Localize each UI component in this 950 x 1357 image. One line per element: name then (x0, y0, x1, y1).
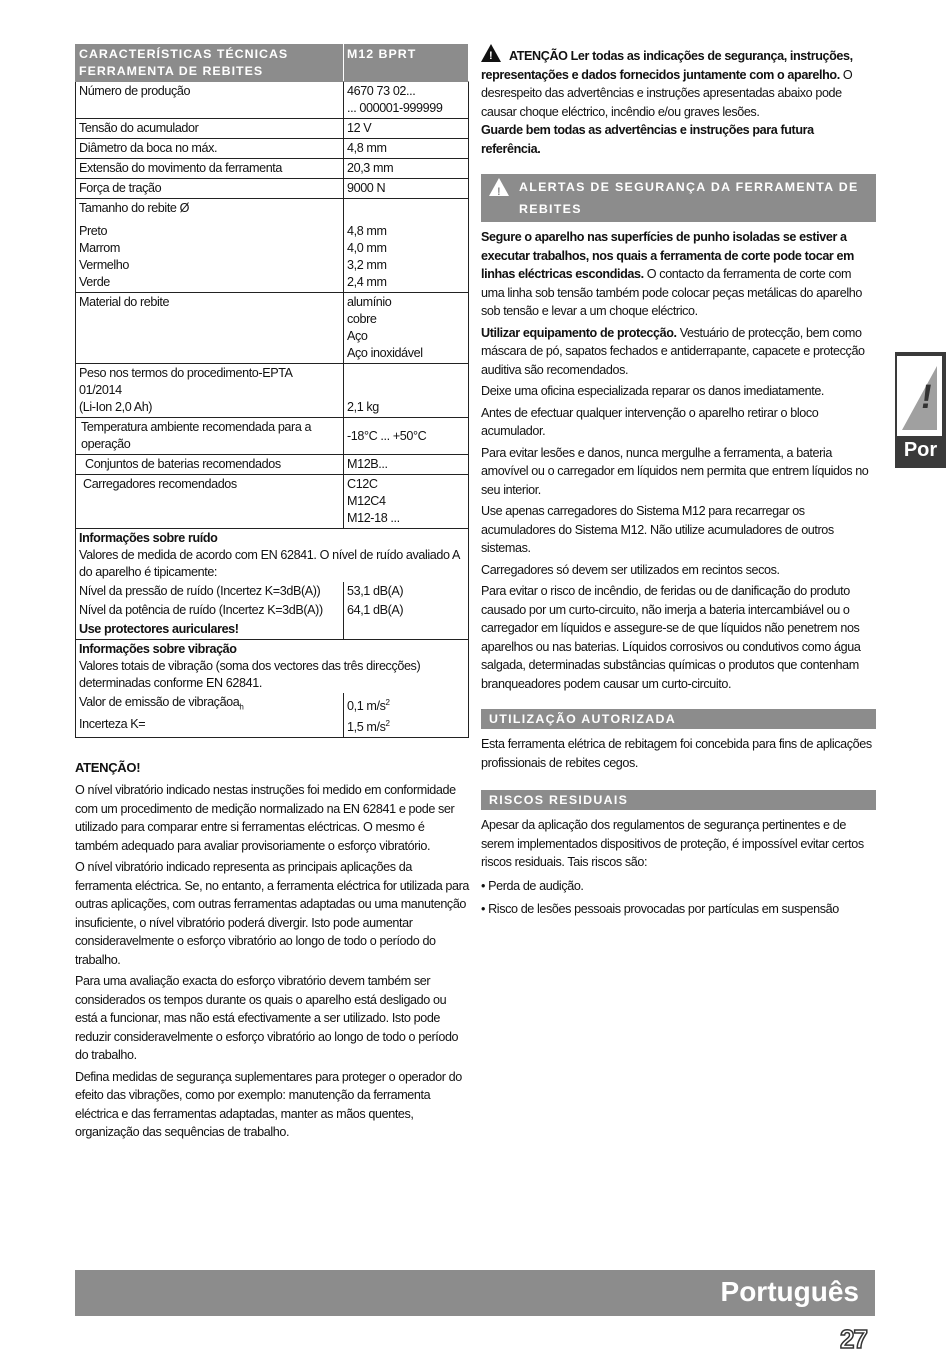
section-header-safety (481, 174, 876, 222)
vibration-uncertainty-value (347, 715, 465, 736)
warning-normal-text: O desrespeito das advertências e instruções apresentadas abaixo pode causar choque eléctrico, incêndio e/ou graves lesões. (481, 67, 853, 119)
rivet-material-values (344, 293, 469, 364)
weight-value (344, 364, 469, 418)
rivet-size-value: 2,4 mm (347, 275, 387, 289)
battery-value: M12B... (344, 455, 469, 475)
warning-bold-text: ATENÇÃO Ler todas as indicações de segurança, instruções, representações e dados fornecidos juntamente com o aparelho. (481, 49, 853, 82)
chargers-label: Carregadores recomendados (76, 475, 344, 529)
risk-bullet: • Risco de lesões pessoais provocadas por partículas em suspensão (481, 902, 839, 916)
superscript: 2 (385, 698, 390, 707)
vibration-emission-label (79, 694, 340, 716)
noise-power-label: Nível da potência de ruído (Incertez K=3dB(A)) (76, 601, 344, 620)
rivet-color: Marrom (79, 241, 120, 255)
section-header-risks: RISCOS RESIDUAIS (481, 790, 876, 810)
section-header-use: UTILIZAÇÃO AUTORIZADA (481, 709, 876, 729)
vibration-labels (76, 693, 344, 738)
weight-value-text: 2,1 kg (347, 400, 379, 414)
charger: M12-18 ... (347, 511, 400, 525)
risk-bullet: • Perda de audição. (481, 878, 584, 893)
temp-label: Temperatura ambiente recomendada para a operação (76, 418, 344, 455)
vibration-values (344, 693, 469, 738)
spec-value: 20,3 mm (344, 159, 469, 179)
warning-icon: ! (897, 356, 942, 436)
right-column (481, 44, 876, 924)
vibration-emission-value-text: 0,1 m/s (347, 699, 386, 714)
vibration-uncertainty-value-text: 1,5 m/s (347, 720, 386, 735)
rivet-material: Aço (347, 329, 368, 343)
rivet-color: Preto (79, 224, 108, 238)
spec-label: Extensão do movimento da ferramenta (76, 159, 344, 179)
rivet-color: Vermelho (79, 258, 130, 272)
temp-value: -18°C ... +50°C (344, 418, 469, 455)
safety-paragraph (481, 228, 876, 321)
rivet-material: Aço inoxidável (347, 346, 423, 360)
noise-title: Informações sobre ruído (79, 531, 218, 545)
rivet-size-values (344, 199, 469, 293)
spec-label: Força de tração (76, 179, 344, 199)
chargers-values (344, 475, 469, 529)
protection-normal-text: Vestuário de protecção, bem como máscara de pó, sapatos fechados e antiderrapante, capacete e protecção auditiva são recomendados. (481, 325, 865, 377)
spec-header-left: CARACTERÍSTICAS TÉCNICAS FERRAMENTA DE REBITES (76, 45, 344, 82)
paragraph: Defina medidas de segurança suplementares para proteger o operador do efeito das vibrações, como por exemplo: manutenção da ferramenta eléctrica e das ferramentas adaptadas, manter as mãos quentes, organização das sequências de trabalho. (75, 1069, 462, 1140)
weight-label-line: 01/2014 (79, 383, 122, 397)
side-tab-label: Por (903, 439, 938, 461)
paragraph: Use apenas carregadores do Sistema M12 para recarregar os acumuladores do Sistema M12. Não utilize acumuladores de outros sistemas. (481, 504, 834, 555)
weight-label-line: Peso nos termos do procedimento-EPTA (79, 366, 293, 380)
protection-bold-text: Utilizar equipamento de protecção. (481, 325, 677, 340)
vibration-emission-label-text: Valor de emissão de vibraçãoa (79, 695, 240, 709)
ear-protection: Use protectores auriculares! (76, 620, 344, 640)
atencao-title: ATENÇÃO! (75, 760, 141, 776)
rivet-material-label: Material do rebite (76, 293, 344, 364)
noise-section-header (76, 529, 469, 583)
rivet-material: alumínio (347, 295, 392, 309)
weight-label-line: (Li-Ion 2,0 Ah) (79, 400, 153, 414)
vibration-section-header (76, 640, 469, 694)
page-number: 27 (840, 1324, 867, 1354)
paragraph: Para evitar lesões e danos, nunca mergulhe a ferramenta, a bateria amovível ou o carregador em líquidos nem permita que entrem líquidos no seu interior. (481, 445, 869, 497)
paragraph: Carregadores só devem ser utilizados em recintos secos. (481, 562, 780, 577)
spec-value: 4,8 mm (344, 139, 469, 159)
vibration-emission-sub: h (239, 702, 244, 712)
paragraph: Deixe uma oficina especializada reparar os danos imediatamente. (481, 384, 825, 398)
rivet-material: cobre (347, 312, 377, 326)
vibration-title: Informações sobre vibração (79, 642, 237, 656)
rivet-size-value: 4,8 mm (347, 224, 387, 238)
keep-instructions: Guarde bem todas as advertências e instruções para futura referência. (481, 123, 814, 156)
footer-band (75, 1270, 875, 1316)
ear-protection-blank (344, 620, 469, 640)
use-text: Esta ferramenta elétrica de rebitagem foi concebida para fins de aplicações profissionais de rebites cegos. (481, 737, 872, 770)
rivet-size-value: 3,2 mm (347, 258, 387, 272)
paragraph: Para evitar o risco de incêndio, de feridas ou de danificação do produto causado por um curto-circuito, não imerja a bateria intercambiável ou o carregador em líquidos e assegure-se de que líquidos não penetrem nos aparelhos ou nas baterias. Líquidos corrosivos ou condutivos como água salgada, determinadas substâncias químicas o produtos que contenham branqueadores podem causar um curto-circuito. (481, 584, 861, 691)
general-warning (481, 44, 876, 121)
spec-value-line: ... 000001-999999 (347, 101, 443, 115)
noise-text: Valores de medida de acordo com EN 62841. O nível de ruído avaliado A do aparelho é tipicamente: (79, 548, 460, 579)
safety-normal-text: O contacto da ferramenta de corte com uma linha sob tensão também pode colocar peças metálicas do aparelho sob tensão e levar a um choque eléctrico. (481, 267, 862, 318)
charger: M12C4 (347, 494, 386, 508)
battery-label: Conjuntos de baterias recomendados (76, 455, 344, 475)
paragraph: O nível vibratório indicado representa as principais aplicações da ferramenta eléctrica. Se, no entanto, a ferramenta eléctrica for utilizada para outras aplicações, com outras ferramentas adaptadas ou uma manutenção insuficiente, o nível vibratório poderá divergir. Isto pode aumentar consideravelmente o esforço vibratório ao longo de todo o período do trabalho. (75, 860, 470, 967)
paragraph: Antes de efectuar qualquer intervenção o aparelho retirar o bloco acumulador. (481, 405, 819, 438)
rivet-size-label: Tamanho do rebite Ø (79, 201, 190, 215)
section-title: ALERTAS DE SEGURANÇA DA FERRAMENTA DE REBITES (519, 180, 859, 216)
vibration-uncertainty-label: Incerteza K= (79, 716, 146, 731)
charger: C12C (347, 477, 378, 491)
spec-header-right: M12 BPRT (344, 45, 469, 82)
spec-table (75, 44, 469, 738)
spec-label: Tensão do acumulador (76, 119, 344, 139)
footer-language: Português (720, 1276, 859, 1307)
spec-value: 12 V (344, 119, 469, 139)
noise-pressure-label: Nível da pressão de ruído (Incertez K=3dB(A)) (76, 582, 344, 601)
superscript: 2 (385, 719, 390, 729)
spec-label: Diâmetro da boca no máx. (76, 139, 344, 159)
warning-icon (489, 178, 509, 196)
rivet-size-cell (76, 199, 344, 293)
vibration-text: Valores totais de vibração (soma dos vectores das três direcções) determinadas conforme EN 62841. (79, 659, 421, 690)
spec-value: 9000 N (344, 179, 469, 199)
spec-value-line: 4670 73 02... (347, 84, 416, 98)
protection-paragraph (481, 324, 876, 380)
paragraph: O nível vibratório indicado nestas instruções foi medido em conformidade com um procedimento de medição normalizado na EN 62841 e pode ser utilizado para comparar entre si ferramentas eléctricas. O mesmo é também adequado para avaliar provisoriamente o esforço vibratório. (75, 783, 456, 853)
left-column (75, 44, 469, 1145)
noise-power-value: 64,1 dB(A) (344, 601, 469, 620)
rivet-color: Verde (79, 275, 110, 289)
safety-bold-text: Segure o aparelho nas superfícies de punho isoladas se estiver a executar trabalhos, nos quais a ferramenta de corte pode tocar em linhas eléctricas escondidas. (481, 230, 854, 281)
language-side-tab (895, 352, 946, 468)
spec-value (344, 82, 469, 119)
paragraph: Para uma avaliação exacta do esforço vibratório devem também ser considerados os tempos durante os quais o aparelho está desligado ou está a funcionar, mas não está efectivamente a ser utilizado. Isto pode reduzir consideravelmente o esforço vibratório ao longo de todo o período do trabalho. (75, 974, 459, 1063)
risks-text: Apesar da aplicação dos regulamentos de segurança pertinentes e de serem implementados dispositivos de proteção, é impossível evitar certos riscos residuais. Tais riscos são: (481, 818, 864, 869)
vibration-emission-value (347, 694, 465, 715)
weight-label (76, 364, 344, 418)
warning-icon (481, 44, 501, 62)
spec-label: Número de produção (76, 82, 344, 119)
noise-pressure-value: 53,1 dB(A) (344, 582, 469, 601)
rivet-size-value: 4,0 mm (347, 241, 387, 255)
